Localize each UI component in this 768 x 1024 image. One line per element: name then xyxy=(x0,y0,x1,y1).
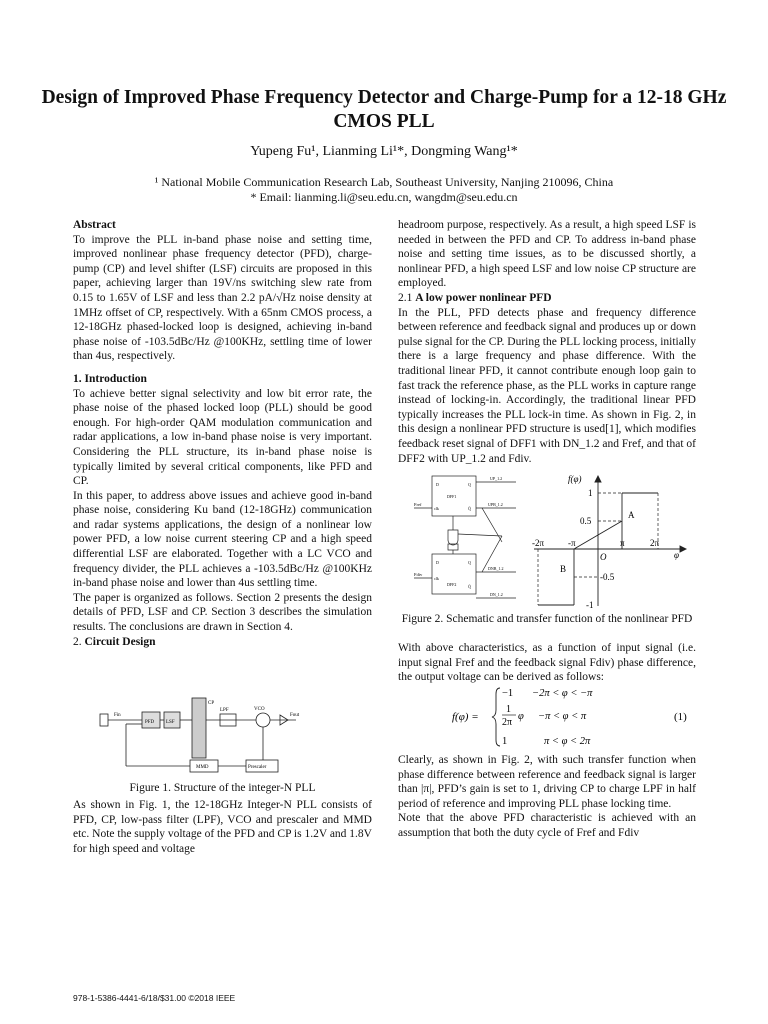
fig1-pfd-label: PFD xyxy=(145,720,155,725)
left-column xyxy=(73,218,372,649)
fig2-origin: O xyxy=(600,552,607,562)
abstract-heading: Abstract xyxy=(73,219,116,231)
right-paragraph-1: headroom purpose, respectively. As a result, a high speed LSF is needed in between the PFD and CP. To address in-band phase noise and setting time issues, as to be discussed shortly, a nonlinear PFD, a high speed LSF and low noise CP structure are employed. xyxy=(398,219,696,290)
eq-case1-range: −2π < φ < −π xyxy=(532,688,593,699)
intro-heading: 1. Introduction xyxy=(73,372,147,385)
copyright-footer: 978-1-5386-4441-6/18/$31.00 ©2018 IEEE xyxy=(73,993,236,1003)
eq-case3-range: π < φ < 2π xyxy=(544,736,591,747)
right-paragraph-3: With above characteristics, as a function of input signal (i.e. input signal Fref and the feedback signal Fdiv) phase difference, the output voltage can be derived as follows: xyxy=(398,642,696,684)
fig2-fdiv: Fdiv xyxy=(414,572,423,577)
fig2-fref: Fref xyxy=(414,502,422,507)
fig2-y-tick-0.5: 0.5 xyxy=(580,516,592,526)
email: * Email: lianming.li@seu.edu.cn, wangdm@seu.edu.cn xyxy=(250,190,518,204)
fig2-dff2-label: DFF2 xyxy=(447,582,457,587)
right-paragraph-5: Note that the above PFD characteristic is achieved with an assumption that both the duty cycle of Fref and Fdiv xyxy=(398,812,696,839)
eq-case2-numerator: 1 xyxy=(506,704,511,715)
intro-paragraph-3: The paper is organized as follows. Section 2 presents the design details of PFD, LSF and CP. Section 3 describes the simulation results. The conclusions are drawn in Section 4. xyxy=(73,591,372,634)
figure-1-caption: Figure 1. Structure of the integer-N PLL xyxy=(129,782,316,794)
fig1-prescaler-label: Prescaler xyxy=(248,765,267,770)
fig1-mmd-label: MMD xyxy=(196,765,209,770)
affiliation-block xyxy=(40,175,728,205)
fig2-d-1: D xyxy=(436,482,439,487)
section-title: Circuit Design xyxy=(84,635,156,648)
fig1-vco-label: VCO xyxy=(254,707,265,712)
fig1-fin-label: Fin xyxy=(114,713,121,718)
fig1-fout-label: Fout xyxy=(290,713,300,718)
eq-case2-range: −π < φ < π xyxy=(538,711,587,722)
fig2-point-b: B xyxy=(560,564,567,574)
right-paragraph-2: In the PLL, PFD detects phase and frequency difference between reference and feedback signal and produces up or down pulse signal for the CP. During the PLL locking process, initially there is a large frequency and phase difference. With the traditional linear PFD, it cannot contribute enough loop gain to fast track the reference phase, as the PLL works in capture range instead of locking-in. Accordingly, the traditional linear PFD typically increases the PLL lock-in time. As shown in Fig. 2, in this design a nonlinear PFD structure is used[1], which modifies feedback reset signal of DFF1 with DN_1.2 and Fref, and that of DFF2 with UP_1.2 and Fdiv. xyxy=(398,306,696,465)
left-column-bottom xyxy=(73,798,372,856)
fig2-x-tick--pi: -π xyxy=(568,538,576,548)
eq-case1-value: −1 xyxy=(502,688,514,699)
fig2-x-tick--2pi: -2π xyxy=(532,538,545,548)
section-2-1-heading xyxy=(398,291,696,306)
circuit-paragraph-1: As shown in Fig. 1, the 12-18GHz Integer-N PLL consists of PFD, CP, low-pass filter (LPF), VCO and prescaler and MMD etc. Note the supply voltage of the PFD and CP is 1.2V and 1.8V for high speed and voltage xyxy=(73,799,372,855)
affiliation: ¹ National Mobile Communication Research Lab, Southeast University, Nanjing 210096, China xyxy=(154,175,614,189)
section-number: 2.1 xyxy=(398,291,413,304)
fig2-qb-2: Q̄ xyxy=(468,584,471,589)
fig2-x-axis-label: φ xyxy=(674,550,679,560)
equation-1 xyxy=(452,684,696,750)
fig2-y-tick--1: -1 xyxy=(586,600,594,610)
eq-number: (1) xyxy=(674,711,687,723)
fig1-lpf-label: LPF xyxy=(220,708,229,713)
eq-case3-value: 1 xyxy=(502,736,508,747)
eq-case2-denominator: 2π xyxy=(502,717,513,728)
fig2-y-tick-1: 1 xyxy=(588,488,593,498)
fig2-dnb: DNB_1.2 xyxy=(488,566,504,571)
intro-paragraph-2: In this paper, to address above issues and achieve good in-band phase noise, considering Ku band (12-18GHz) communication and radar systems applications, the design of a nonlinear low power PFD, a low noise current steering CP and a high speed differential LSF are elaborated. Together with a LC VCO and frequency divider, the PLL achieves a -103.5dBc/Hz @100KHz in-band phase noise and lower than 4us settling time. xyxy=(73,489,372,590)
fig2-clk-1: clk xyxy=(434,506,439,511)
section-number: 2. xyxy=(73,635,82,648)
figure-1-pll-diagram xyxy=(96,696,316,778)
fig2-q-2: Q xyxy=(468,560,471,565)
fig2-x-tick-pi: π xyxy=(620,538,625,548)
right-column-bottom xyxy=(398,753,696,841)
eq-lhs: f(φ) = xyxy=(452,711,479,723)
fig2-x-tick-2pi: 2π xyxy=(650,538,660,548)
fig2-qb-1: Q̄ xyxy=(468,506,471,511)
eq-case2-value: φ xyxy=(518,711,524,722)
fig2-upb: UPB_1.2 xyxy=(488,502,503,507)
fig2-q-1: Q xyxy=(468,482,471,487)
fig2-dn: DN_1.2 xyxy=(490,592,503,597)
section-title: A low power nonlinear PFD xyxy=(415,291,552,304)
fig2-dff1-label: DFF1 xyxy=(447,494,457,499)
figure-2-schematic xyxy=(412,472,522,607)
right-column-middle xyxy=(398,641,696,685)
intro-paragraph-1: To achieve better signal selectivity and low bit error rate, the phase noise of the phased locked loop (PLL) should be good enough. For high-order QAM modulation communication and radar applications, a low in-band phase noise is very important. Considering the PLL structure, its in-band phase noise is typically limited by several critical components, like PFD and CP. xyxy=(73,387,372,488)
figure-2-caption: Figure 2. Schematic and transfer function of the nonlinear PFD xyxy=(401,613,693,625)
right-column xyxy=(398,218,696,466)
abstract-text: To improve the PLL in-band phase noise and setting time, improved nonlinear phase frequency detector (PFD), charge-pump (CP) and level shifter (LSF) circuits are proposed in this paper, achieving larger than 19V/ns switching slew rate from 0.15 to 1.65V of LSF and less than 2.2 pA/√Hz noise density at 1MHz offset of CP, respectively. With a 65nm CMOS process, a 12-18GHz phased-locked loop is designed, achieving in-band phase noise of -103.5dBc/Hz @100KHz, settling time of lower than 4us, respectively. xyxy=(73,233,372,363)
fig2-y-axis-label: f(φ) xyxy=(568,474,582,484)
circuit-heading xyxy=(73,635,372,650)
right-paragraph-4: Clearly, as shown in Fig. 2, with such transfer function when phase difference between reference and feedback signal is larger than |π|, PFD’s gain is set to 1, driving CP to charge LPF in half period of reference and improving PLL phase locking time. xyxy=(398,754,696,810)
fig1-lsf-label: LSF xyxy=(166,720,175,725)
fig2-y-tick--0.5: -0.5 xyxy=(600,572,615,582)
fig2-d-2: D xyxy=(436,560,439,565)
figure-2-transfer-function xyxy=(530,472,690,612)
fig2-clk-2: clk xyxy=(434,576,439,581)
authors: Yupeng Fu¹, Lianming Li¹*, Dongming Wang¹* xyxy=(250,144,518,159)
fig2-up: UP_1.2 xyxy=(490,476,503,481)
fig1-cp-label: CP xyxy=(208,701,215,706)
fig2-point-a: A xyxy=(628,510,635,520)
paper-title: Design of Improved Phase Frequency Detector and Charge-Pump for a 12-18 GHz CMOS PLL xyxy=(41,87,727,132)
